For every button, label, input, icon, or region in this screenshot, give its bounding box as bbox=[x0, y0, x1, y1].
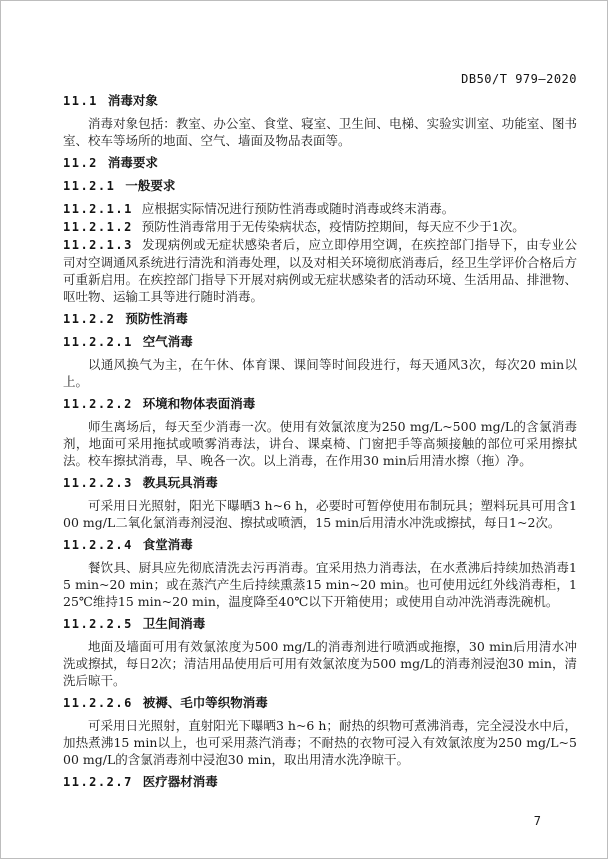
paragraph: 地面及墙面可用有效氯浓度为500 mg/L的消毒剂进行喷洒或拖擦，30 min后用清水冲洗或擦拭，每日2次；清洁用品使用后可用有效氯浓度为500 mg/L的消毒剂浸泡30 min，清洗后晾干。 bbox=[63, 639, 577, 688]
section-number: 11.1 bbox=[63, 94, 98, 108]
section-number: 11.2.2.2 bbox=[63, 397, 133, 411]
section-heading bbox=[63, 92, 577, 110]
clause-text: 预防性消毒常用于无传染病状态，疫情防控期间，每天应不少于1次。 bbox=[141, 219, 525, 234]
section-title: 被褥、毛巾等织物消毒 bbox=[142, 695, 268, 710]
paragraph: 可采用日光照射，直射阳光下曝晒3 h~6 h；耐热的织物可煮沸消毒，完全浸没水中后，加热煮沸15 min以上，也可采用蒸汽消毒；不耐热的衣物可浸入有效氯浓度为250 mg/L~500 mg/L的含氯消毒剂中浸泡30 min，取出用清水洗净晾干。 bbox=[63, 718, 577, 767]
section-number: 11.2.2.7 bbox=[63, 775, 133, 789]
section-heading bbox=[63, 333, 577, 351]
section-number: 11.2.2.5 bbox=[63, 617, 133, 631]
clause bbox=[63, 200, 577, 218]
section-number: 11.2.2.4 bbox=[63, 538, 133, 552]
paragraph: 消毒对象包括：教室、办公室、食堂、寝室、卫生间、电梯、实验实训室、功能室、图书室、校车等场所的地面、空气、墙面及物品表面等。 bbox=[63, 116, 577, 148]
paragraph: 以通风换气为主，在午休、体育课、课间等时间段进行，每天通风3次，每次20 min以上。 bbox=[63, 357, 577, 389]
section-number: 11.2.1 bbox=[63, 179, 116, 193]
paragraph: 餐饮具、厨具应先彻底清洗去污再消毒。宜采用热力消毒法，在水煮沸后持续加热消毒15 min~20 min；或在蒸汽产生后持续熏蒸15 min~20 min。也可使用远红外线消毒柜，125℃维持15 min~20 min，温度降至40℃以下开箱使用；或使用自动冲洗消毒洗碗机。 bbox=[63, 560, 577, 609]
clause bbox=[63, 236, 577, 305]
section-number: 11.2 bbox=[63, 156, 98, 170]
section-heading bbox=[63, 395, 577, 413]
section-title: 预防性消毒 bbox=[125, 311, 188, 326]
section-title: 医疗器材消毒 bbox=[142, 774, 218, 789]
clause-text: 发现病例或无症状感染者后，应立即停用空调，在疾控部门指导下，由专业公司对空调通风系统进行清洗和消毒处理，以及对相关环境彻底消毒后，经卫生学评价合格后方可重新启用。在疾控部门指导下开展对病例或无症状感染者的活动环境、生活用品、排泄物、呕吐物、运输工具等进行随时消毒。 bbox=[63, 237, 577, 304]
section-number: 11.2.2.1 bbox=[63, 335, 133, 349]
section-heading bbox=[63, 536, 577, 554]
paragraph: 可采用日光照射，阳光下曝晒3 h~6 h，必要时可暂停使用布制玩具；塑料玩具可用含100 mg/L二氧化氯消毒剂浸泡、擦拭或喷洒，15 min后用清水冲洗或擦拭，每日1~2次。 bbox=[63, 498, 577, 530]
section-heading bbox=[63, 154, 577, 172]
section-title: 一般要求 bbox=[125, 178, 176, 193]
clause-number: 11.2.1.3 bbox=[63, 238, 133, 252]
section-heading bbox=[63, 177, 577, 195]
section-heading bbox=[63, 615, 577, 633]
document-reference: DB50/T 979—2020 bbox=[461, 72, 577, 86]
section-title: 空气消毒 bbox=[142, 334, 193, 349]
section-heading bbox=[63, 694, 577, 712]
section-number: 11.2.2.3 bbox=[63, 476, 133, 490]
section-title: 环境和物体表面消毒 bbox=[142, 396, 256, 411]
page-number: 7 bbox=[533, 814, 541, 828]
document-content bbox=[63, 92, 577, 791]
clause-number: 11.2.1.1 bbox=[63, 202, 133, 216]
section-heading bbox=[63, 773, 577, 791]
section-title: 卫生间消毒 bbox=[142, 616, 206, 631]
clause-text: 应根据实际情况进行预防性消毒或随时消毒或终末消毒。 bbox=[141, 201, 455, 216]
paragraph: 师生离场后，每天至少消毒一次。使用有效氯浓度为250 mg/L~500 mg/L的含氯消毒剂，地面可采用拖拭或喷雾消毒法，讲台、课桌椅、门窗把手等高频接触的部位可采用擦拭法。校车擦拭消毒，早、晚各一次。以上消毒，在作用30 min后用清水擦（拖）净。 bbox=[63, 419, 577, 468]
section-number: 11.2.2 bbox=[63, 312, 116, 326]
clause bbox=[63, 218, 577, 236]
section-number: 11.2.2.6 bbox=[63, 696, 133, 710]
section-title: 消毒要求 bbox=[107, 155, 158, 170]
clause-number: 11.2.1.2 bbox=[63, 220, 133, 234]
section-heading bbox=[63, 310, 577, 328]
section-title: 消毒对象 bbox=[107, 93, 158, 108]
section-title: 食堂消毒 bbox=[142, 537, 193, 552]
section-heading bbox=[63, 474, 577, 492]
section-title: 教具玩具消毒 bbox=[142, 475, 218, 490]
